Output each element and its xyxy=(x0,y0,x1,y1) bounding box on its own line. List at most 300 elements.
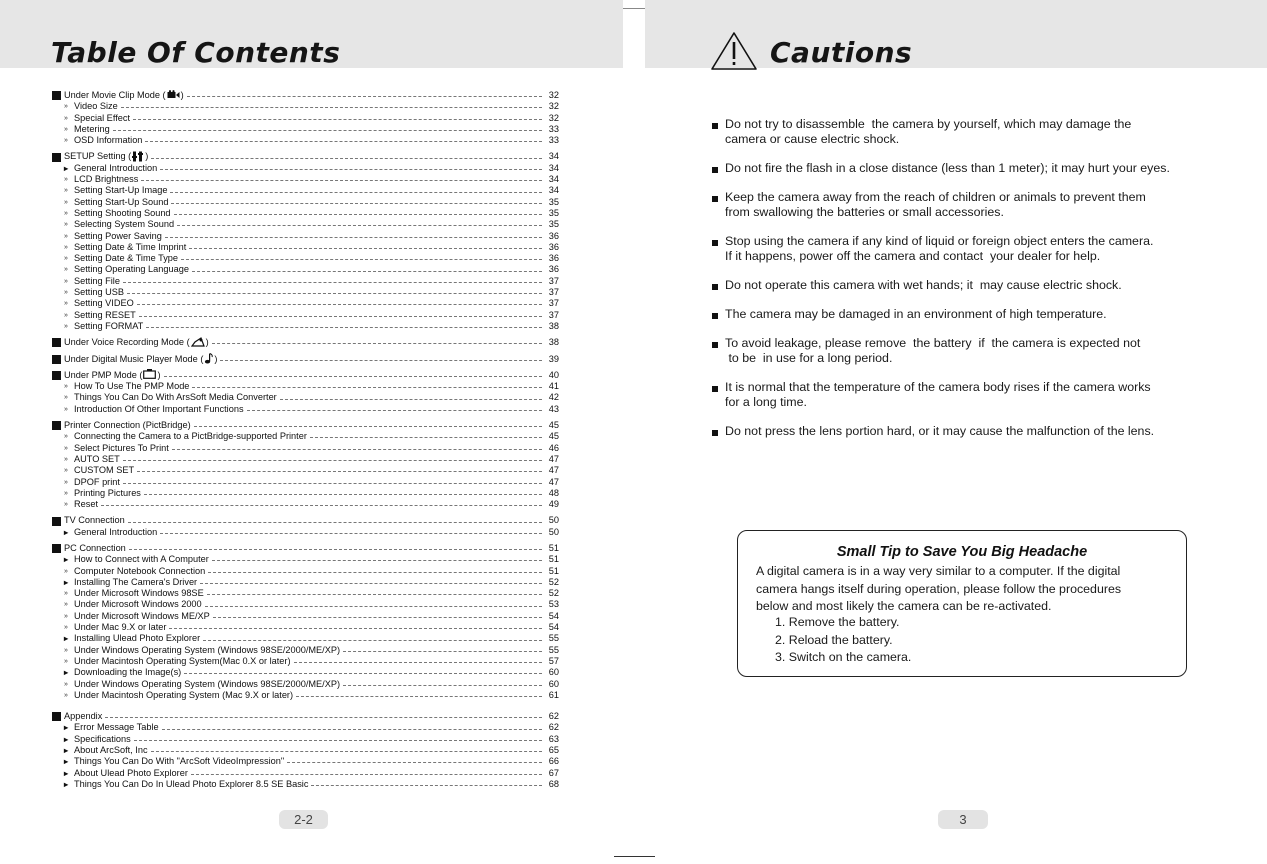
toc-subentry[interactable] xyxy=(52,779,559,790)
caution-item xyxy=(712,278,1122,293)
dot-leader xyxy=(101,505,542,506)
toc-page-number: 47 xyxy=(548,465,559,476)
toc-label: OSD Information xyxy=(74,135,143,146)
double-arrow-bullet-icon: » xyxy=(64,433,68,441)
toc-title: Table Of Contents xyxy=(51,36,341,69)
toc-page-number: 60 xyxy=(548,678,559,689)
caution-line: Keep the camera away from the reach of children or animals to prevent them xyxy=(725,190,1146,204)
toc-section-entry[interactable] xyxy=(52,515,559,526)
pmp-icon xyxy=(143,369,156,381)
toc-subentry[interactable] xyxy=(52,276,559,287)
toc-page-number: 34 xyxy=(548,162,559,173)
toc-label-tail: ) xyxy=(214,353,218,364)
toc-page-number: 35 xyxy=(548,219,559,230)
toc-label: Setting Date & Time Type xyxy=(74,253,179,264)
dot-leader xyxy=(164,376,542,377)
toc-subentry[interactable] xyxy=(52,611,559,622)
toc-label: Under Microsoft Windows 2000 xyxy=(74,599,202,610)
dot-leader xyxy=(165,237,542,238)
double-arrow-bullet-icon: » xyxy=(64,322,68,330)
voice-icon xyxy=(191,337,205,349)
toc-label: Setting Date & Time Imprint xyxy=(74,241,187,252)
toc-page-number: 50 xyxy=(548,526,559,537)
dot-leader xyxy=(169,628,542,629)
toc-subentry[interactable] xyxy=(52,113,559,124)
toc-page-number: 40 xyxy=(548,369,559,380)
toc-subentry[interactable] xyxy=(52,124,559,135)
dot-leader xyxy=(129,549,542,550)
toc-section-entry[interactable] xyxy=(52,543,559,554)
caution-line: for a long time. xyxy=(725,395,807,410)
toc-subentry[interactable] xyxy=(52,722,559,733)
pointer-bullet-icon: ▸ xyxy=(63,757,68,767)
dot-leader xyxy=(294,662,543,663)
toc-page-number: 34 xyxy=(548,151,559,162)
dot-leader xyxy=(213,617,542,618)
toc-subentry[interactable] xyxy=(52,163,559,174)
toc-page-number: 52 xyxy=(548,576,559,587)
double-arrow-bullet-icon: » xyxy=(64,300,68,308)
caution-item xyxy=(712,380,1151,410)
pointer-bullet-icon: ▸ xyxy=(63,734,68,744)
double-arrow-bullet-icon: » xyxy=(64,455,68,463)
toc-label: Setting FORMAT xyxy=(74,320,144,331)
toc-label: Connecting the Camera to a PictBridge-supported Printer xyxy=(74,431,307,442)
toc-label: Setting Start-Up Image xyxy=(74,185,168,196)
gutter-mark-bottom xyxy=(614,856,655,857)
dot-leader xyxy=(208,572,542,573)
toc-label: About ArcSoft, Inc xyxy=(74,745,148,756)
toc-label: Select Pictures To Print xyxy=(74,442,169,453)
double-arrow-bullet-icon: » xyxy=(64,680,68,688)
double-arrow-bullet-icon: » xyxy=(64,125,68,133)
toc-label: Setting Start-Up Sound xyxy=(74,196,169,207)
toc-page-number: 63 xyxy=(548,733,559,744)
toc-label: Video Size xyxy=(74,101,118,112)
toc-page-number: 62 xyxy=(548,722,559,733)
gutter-mark-top xyxy=(623,0,645,9)
dot-leader xyxy=(145,141,542,142)
toc-subentry[interactable] xyxy=(52,443,559,454)
dot-leader xyxy=(192,387,542,388)
toc-page-number: 60 xyxy=(548,667,559,678)
double-arrow-bullet-icon: » xyxy=(64,255,68,263)
double-arrow-bullet-icon: » xyxy=(64,567,68,575)
double-arrow-bullet-icon: » xyxy=(64,467,68,475)
toc-label: Special Effect xyxy=(74,112,131,123)
dot-leader xyxy=(121,107,542,108)
double-arrow-bullet-icon: » xyxy=(64,289,68,297)
dot-leader xyxy=(207,594,542,595)
toc-subentry[interactable] xyxy=(52,679,559,690)
toc-page-number: 57 xyxy=(548,655,559,666)
toc-page-number: 51 xyxy=(548,565,559,576)
toc-subentry[interactable] xyxy=(52,208,559,219)
toc-label: Downloading the Image(s) xyxy=(74,667,182,678)
toc-label: Under PMP Mode ( xyxy=(64,369,143,380)
dot-leader xyxy=(247,410,542,411)
pointer-bullet-icon: ▸ xyxy=(63,634,68,644)
dot-leader xyxy=(151,158,542,159)
pointer-bullet-icon: ▸ xyxy=(63,577,68,587)
toc-page-number: 49 xyxy=(548,499,559,510)
toc-label: How To Use The PMP Mode xyxy=(74,381,190,392)
double-arrow-bullet-icon: » xyxy=(64,624,68,632)
toc-page-number: 51 xyxy=(548,542,559,553)
toc-subentry[interactable] xyxy=(52,310,559,321)
caution-item xyxy=(712,234,1153,264)
toc-section-entry[interactable] xyxy=(52,151,559,162)
tip-step: 1. Remove the battery. xyxy=(775,615,900,629)
double-arrow-bullet-icon: » xyxy=(64,405,68,413)
toc-subentry[interactable] xyxy=(52,768,559,779)
toc-label: Under Mac 9.X or later xyxy=(74,622,167,633)
dot-leader xyxy=(192,271,542,272)
double-arrow-bullet-icon: » xyxy=(64,383,68,391)
toc-label: SETUP Setting ( xyxy=(64,151,132,162)
caution-item xyxy=(712,117,1131,147)
toc-subentry[interactable] xyxy=(52,264,559,275)
tip-step: 3. Switch on the camera. xyxy=(775,650,912,664)
dot-leader xyxy=(184,673,542,674)
toc-label: LCD Brightness xyxy=(74,174,139,185)
toc-subentry[interactable] xyxy=(52,321,559,332)
toc-page-number: 47 xyxy=(548,476,559,487)
toc-page-number: 53 xyxy=(548,599,559,610)
toc-subentry[interactable] xyxy=(52,745,559,756)
tip-body-line: camera hangs itself during operation, please follow the procedures xyxy=(756,581,1122,596)
toc-subentry[interactable] xyxy=(52,656,559,667)
dot-leader xyxy=(343,685,542,686)
toc-label: Things You Can Do With ArsSoft Media Converter xyxy=(74,392,277,403)
toc-page-number: 37 xyxy=(548,309,559,320)
section-square-bullet xyxy=(52,153,61,162)
double-arrow-bullet-icon: » xyxy=(64,501,68,509)
dot-leader xyxy=(171,203,542,204)
caution-item xyxy=(712,336,1140,366)
dot-leader xyxy=(123,460,542,461)
toc-label: Computer Notebook Connection xyxy=(74,565,206,576)
toc-label: CUSTOM SET xyxy=(74,465,135,476)
toc-page-number: 36 xyxy=(548,241,559,252)
toc-page-number: 54 xyxy=(548,610,559,621)
toc-subentry[interactable] xyxy=(52,645,559,656)
toc-subentry[interactable] xyxy=(52,197,559,208)
toc-page-number: 36 xyxy=(548,253,559,264)
toc-label: Things You Can Do With "ArcSoft VideoImpression" xyxy=(74,756,285,767)
warning-icon xyxy=(710,31,758,71)
toc-subentry[interactable] xyxy=(52,734,559,745)
caution-line: Stop using the camera if any kind of liquid or foreign object enters the camera. xyxy=(725,234,1154,248)
caution-item xyxy=(712,190,1146,220)
dot-leader xyxy=(187,96,542,97)
double-arrow-bullet-icon: » xyxy=(64,266,68,274)
toc-subentry[interactable] xyxy=(52,287,559,298)
page-number-right: 3 xyxy=(938,810,988,829)
toc-section-entry[interactable] xyxy=(52,370,559,381)
toc-subentry[interactable] xyxy=(52,499,559,510)
toc-subentry[interactable] xyxy=(52,101,559,112)
toc-label: Setting Power Saving xyxy=(74,230,162,241)
dot-leader xyxy=(212,560,542,561)
setup-icon xyxy=(132,151,144,164)
toc-label: Printer Connection (PictBridge) xyxy=(64,420,191,431)
toc-page-number: 43 xyxy=(548,403,559,414)
dot-leader xyxy=(189,248,542,249)
toc-section-entry[interactable] xyxy=(52,420,559,431)
toc-subentry[interactable] xyxy=(52,577,559,588)
toc-label: Under Voice Recording Mode ( xyxy=(64,337,190,348)
toc-page-number: 34 xyxy=(548,185,559,196)
pointer-bullet-icon: ▸ xyxy=(63,746,68,756)
dot-leader xyxy=(151,751,542,752)
section-square-bullet xyxy=(52,338,61,347)
section-square-bullet xyxy=(52,517,61,526)
toc-page-number: 48 xyxy=(548,487,559,498)
toc-subentry[interactable] xyxy=(52,135,559,146)
pointer-bullet-icon: ▸ xyxy=(63,163,68,173)
left-header-band xyxy=(0,0,623,68)
dot-leader xyxy=(311,785,542,786)
toc-subentry[interactable] xyxy=(52,298,559,309)
tip-body-line: below and most likely the camera can be re-activated. xyxy=(756,599,1052,613)
caution-line: Do not press the lens portion hard, or it may cause the malfunction of the lens. xyxy=(725,424,1155,438)
double-arrow-bullet-icon: » xyxy=(64,657,68,665)
dot-leader xyxy=(170,192,542,193)
toc-section-entry[interactable] xyxy=(52,337,559,348)
toc-page-number: 66 xyxy=(548,756,559,767)
toc-subentry[interactable] xyxy=(52,477,559,488)
toc-page-number: 55 xyxy=(548,633,559,644)
toc-label: Selecting System Sound xyxy=(74,219,175,230)
dot-leader xyxy=(287,762,542,763)
toc-page-number: 33 xyxy=(548,123,559,134)
dot-leader xyxy=(160,169,542,170)
table-of-contents xyxy=(52,90,559,790)
toc-subentry[interactable] xyxy=(52,488,559,499)
toc-page-number: 32 xyxy=(548,112,559,123)
caution-line: Do not try to disassemble the camera by yourself, which may damage the xyxy=(725,117,1132,131)
cautions-title: Cautions xyxy=(770,36,913,69)
dot-leader xyxy=(141,180,542,181)
double-arrow-bullet-icon: » xyxy=(64,137,68,145)
caution-line: to be in use for a long period. xyxy=(725,351,893,366)
toc-label: Under Microsoft Windows ME/XP xyxy=(74,610,210,621)
toc-label: Setting VIDEO xyxy=(74,298,134,309)
toc-label: Under Macintosh Operating System (Mac 9.X or later) xyxy=(74,689,294,700)
toc-label: General Introduction xyxy=(74,162,158,173)
toc-page-number: 65 xyxy=(548,745,559,756)
toc-page-number: 51 xyxy=(548,554,559,565)
toc-label: Printing Pictures xyxy=(74,487,141,498)
double-arrow-bullet-icon: » xyxy=(64,478,68,486)
dot-leader xyxy=(343,651,542,652)
toc-label: PC Connection xyxy=(64,542,126,553)
tip-title: Small Tip to Save You Big Headache xyxy=(836,544,1088,560)
toc-subentry[interactable] xyxy=(52,185,559,196)
toc-page-number: 46 xyxy=(548,442,559,453)
toc-subentry[interactable] xyxy=(52,231,559,242)
double-arrow-bullet-icon: » xyxy=(64,489,68,497)
double-arrow-bullet-icon: » xyxy=(64,198,68,206)
toc-label-tail: ) xyxy=(180,90,184,100)
caution-line: The camera may be damaged in an environment of high temperature. xyxy=(725,307,1107,321)
double-arrow-bullet-icon: » xyxy=(64,221,68,229)
dot-leader xyxy=(203,640,542,641)
toc-subentry[interactable] xyxy=(52,392,559,403)
dot-leader xyxy=(172,449,542,450)
toc-page-number: 39 xyxy=(548,353,559,364)
toc-label: Appendix xyxy=(64,711,103,722)
toc-label: Error Message Table xyxy=(74,722,159,733)
dot-leader xyxy=(296,696,542,697)
toc-page-number: 47 xyxy=(548,453,559,464)
tip-step: 2. Reload the battery. xyxy=(775,633,893,647)
toc-subentry[interactable] xyxy=(52,454,559,465)
pointer-bullet-icon: ▸ xyxy=(63,768,68,778)
toc-subentry[interactable] xyxy=(52,588,559,599)
toc-subentry[interactable] xyxy=(52,756,559,767)
toc-label: About Ulead Photo Explorer xyxy=(74,767,188,778)
pointer-bullet-icon: ▸ xyxy=(63,779,68,789)
toc-subentry[interactable] xyxy=(52,566,559,577)
toc-label-tail: ) xyxy=(157,369,161,380)
dot-leader xyxy=(220,360,542,361)
toc-subentry[interactable] xyxy=(52,667,559,678)
toc-subentry[interactable] xyxy=(52,465,559,476)
dot-leader xyxy=(280,399,542,400)
toc-page-number: 36 xyxy=(548,264,559,275)
toc-subentry[interactable] xyxy=(52,622,559,633)
toc-subentry[interactable] xyxy=(52,174,559,185)
toc-section-entry[interactable] xyxy=(52,711,559,722)
tip-box xyxy=(737,530,1187,677)
toc-page-number: 37 xyxy=(548,275,559,286)
music-note-icon xyxy=(204,353,213,366)
section-square-bullet xyxy=(52,544,61,553)
double-arrow-bullet-icon: » xyxy=(64,243,68,251)
toc-subentry[interactable] xyxy=(52,219,559,230)
dot-leader xyxy=(137,304,542,305)
toc-page-number: 54 xyxy=(548,622,559,633)
section-square-bullet xyxy=(52,712,61,721)
double-arrow-bullet-icon: » xyxy=(64,590,68,598)
caution-item xyxy=(712,424,1154,439)
toc-subentry[interactable] xyxy=(52,633,559,644)
toc-subentry[interactable] xyxy=(52,690,559,701)
toc-label: Under Digital Music Player Mode ( xyxy=(64,353,204,364)
double-arrow-bullet-icon: » xyxy=(64,646,68,654)
toc-label: TV Connection xyxy=(64,515,125,526)
double-arrow-bullet-icon: » xyxy=(64,277,68,285)
dot-leader xyxy=(174,214,542,215)
toc-label: Under Macintosh Operating System(Mac 0.X or later) xyxy=(74,655,291,666)
section-square-bullet xyxy=(52,91,61,100)
movie-icon xyxy=(167,90,180,102)
caution-line: To avoid leakage, please remove the battery if the camera is expected not xyxy=(725,336,1141,350)
toc-label: Under Windows Operating System (Windows 98SE/2000/ME/XP) xyxy=(74,644,341,655)
toc-page-number: 32 xyxy=(548,101,559,112)
section-square-bullet xyxy=(52,371,61,380)
dot-leader xyxy=(128,522,542,523)
toc-subentry[interactable] xyxy=(52,242,559,253)
toc-label: AUTO SET xyxy=(74,453,120,464)
toc-page-number: 36 xyxy=(548,230,559,241)
toc-subentry[interactable] xyxy=(52,554,559,565)
dot-leader xyxy=(212,343,542,344)
double-arrow-bullet-icon: » xyxy=(64,187,68,195)
dot-leader xyxy=(127,293,542,294)
dot-leader xyxy=(310,437,542,438)
dot-leader xyxy=(113,130,542,131)
dot-leader xyxy=(123,483,542,484)
toc-label: Reset xyxy=(74,499,99,510)
double-arrow-bullet-icon: » xyxy=(64,176,68,184)
dot-leader xyxy=(181,259,542,260)
caution-line: Do not operate this camera with wet hands; it may cause electric shock. xyxy=(725,278,1122,292)
toc-label: Setting RESET xyxy=(74,309,136,320)
toc-page-number: 52 xyxy=(548,588,559,599)
toc-section-entry[interactable] xyxy=(52,90,559,101)
toc-page-number: 38 xyxy=(548,320,559,331)
toc-subentry[interactable] xyxy=(52,253,559,264)
dot-leader xyxy=(139,316,542,317)
toc-section-entry[interactable] xyxy=(52,354,559,365)
toc-subentry[interactable] xyxy=(52,404,559,415)
dot-leader xyxy=(133,119,542,120)
toc-page-number: 38 xyxy=(548,337,559,348)
pointer-bullet-icon: ▸ xyxy=(63,723,68,733)
toc-label: Under Windows Operating System (Windows 98SE/2000/ME/XP) xyxy=(74,678,341,689)
pointer-bullet-icon: ▸ xyxy=(63,527,68,537)
toc-label: Setting Shooting Sound xyxy=(74,207,171,218)
double-arrow-bullet-icon: » xyxy=(64,232,68,240)
dot-leader xyxy=(137,471,542,472)
dot-leader xyxy=(177,225,542,226)
double-arrow-bullet-icon: » xyxy=(64,209,68,217)
dot-leader xyxy=(146,327,542,328)
double-arrow-bullet-icon: » xyxy=(64,601,68,609)
tip-body-line: A digital camera is in a way very similar to a computer. If the digital xyxy=(756,564,1121,578)
toc-label: Setting USB xyxy=(74,287,125,298)
toc-page-number: 33 xyxy=(548,135,559,146)
caution-line: Do not fire the flash in a close distance (less than 1 meter); it may hurt your eyes. xyxy=(725,161,1170,175)
toc-label: General Introduction xyxy=(74,526,158,537)
toc-label: Under Microsoft Windows 98SE xyxy=(74,588,204,599)
section-square-bullet xyxy=(52,355,61,364)
caution-item xyxy=(712,307,1107,322)
toc-subentry[interactable] xyxy=(52,381,559,392)
toc-subentry[interactable] xyxy=(52,431,559,442)
toc-label-tail: ) xyxy=(205,337,209,348)
toc-label: Metering xyxy=(74,123,110,134)
dot-leader xyxy=(162,729,542,730)
dot-leader xyxy=(194,426,542,427)
dot-leader xyxy=(200,583,542,584)
tip-body xyxy=(756,563,1178,616)
toc-label: How to Connect with A Computer xyxy=(74,554,209,565)
toc-label: Things You Can Do In Ulead Photo Explorer 8.5 SE Basic xyxy=(74,778,309,789)
toc-subentry[interactable] xyxy=(52,527,559,538)
toc-page-number: 37 xyxy=(548,298,559,309)
double-arrow-bullet-icon: » xyxy=(64,444,68,452)
toc-page-number: 35 xyxy=(548,196,559,207)
toc-page-number: 61 xyxy=(548,689,559,700)
toc-page-number: 62 xyxy=(548,711,559,722)
toc-subentry[interactable] xyxy=(52,599,559,610)
dot-leader xyxy=(205,606,542,607)
double-arrow-bullet-icon: » xyxy=(64,103,68,111)
